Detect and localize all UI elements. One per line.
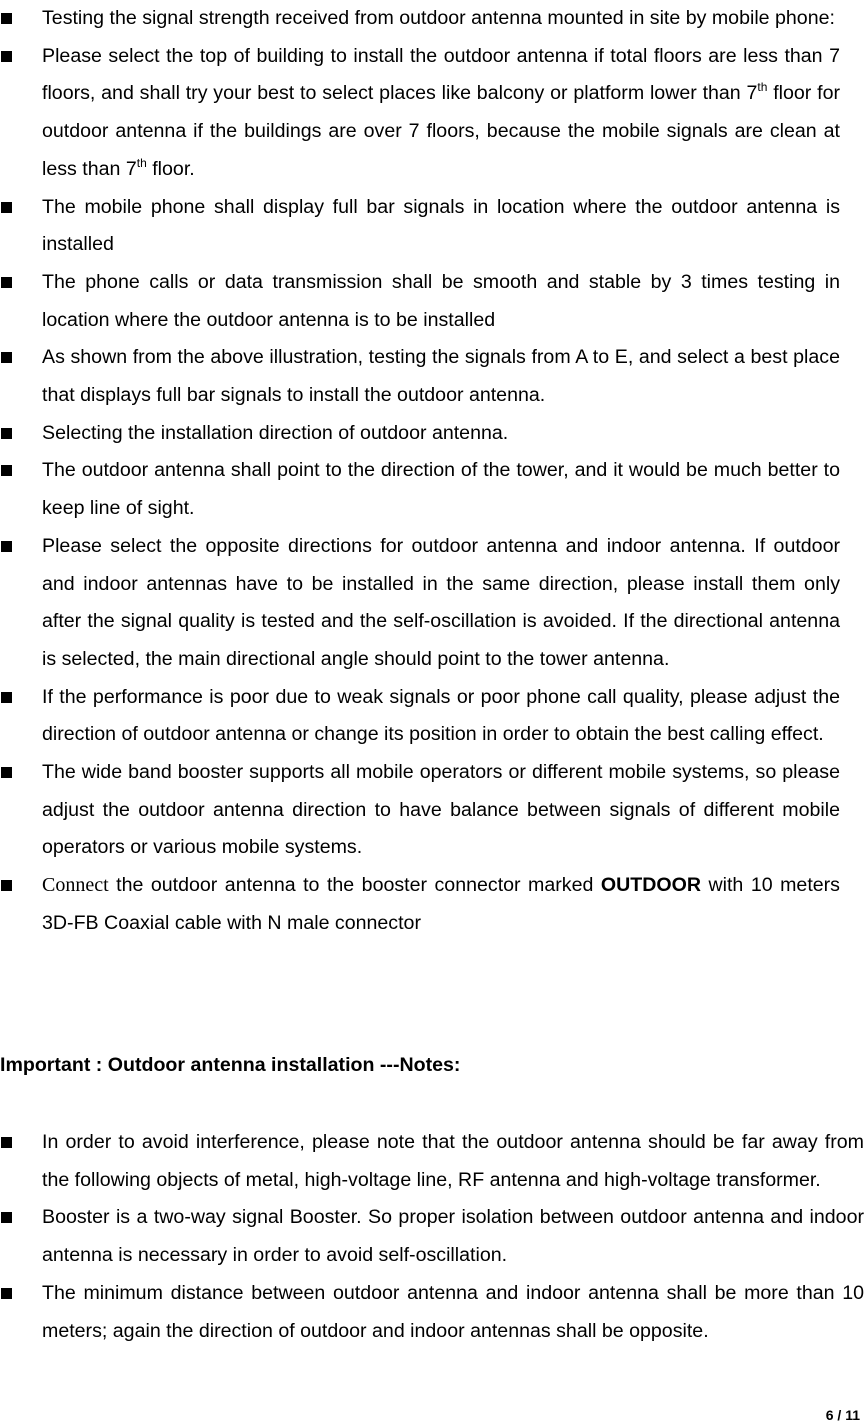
square-bullet-icon: [1, 767, 12, 778]
item-text: The outdoor antenna shall point to the direction of the tower, and it would be much better to keep line of sight.: [42, 459, 840, 520]
list-item: [0, 38, 840, 189]
square-bullet-icon: [1, 277, 12, 288]
item-text: Selecting the installation direction of outdoor antenna.: [42, 421, 509, 444]
square-bullet-icon: [1, 541, 12, 552]
square-bullet-icon: [1, 880, 12, 891]
square-bullet-icon: [1, 692, 12, 703]
square-bullet-icon: [1, 1212, 12, 1223]
item-text: floor for outdoor antenna if the buildings are over 7 floors, because the mobile signals are clean at less than 7: [42, 82, 841, 180]
item-text: The wide band booster supports all mobile operators or different mobile systems, so please adjust the outdoor antenna direction to have balance between signals of different mobile operators or various mobile systems.: [42, 761, 840, 859]
square-bullet-icon: [1, 352, 12, 363]
list-item: [0, 679, 840, 754]
item-text: Please select the top of building to install the outdoor antenna if total floors are less than 7 floors, and shall try your best to select places like balcony or platform lower than 7: [42, 44, 840, 105]
item-text: If the performance is poor due to weak signals or poor phone call quality, please adjust the direction of outdoor antenna or change its position in order to obtain the best calling effect.: [42, 685, 840, 746]
square-bullet-icon: [1, 465, 12, 476]
outdoor-connector-label: OUTDOOR: [600, 874, 701, 897]
item-text-connect: Connect: [42, 874, 109, 897]
list-item: [0, 528, 840, 679]
superscript: th: [136, 155, 147, 170]
square-bullet-icon: [1, 428, 12, 439]
square-bullet-icon: [1, 13, 12, 24]
list-item: [0, 1199, 864, 1274]
page-number: 6 / 11: [825, 1407, 860, 1423]
item-text: As shown from the above illustration, testing the signals from A to E, and select a best place that displays full bar signals to install the outdoor antenna.: [42, 346, 840, 407]
item-text: Booster is a two-way signal Booster. So proper isolation between outdoor antenna and indoor antenna is necessary in order to avoid self-oscillation.: [42, 1206, 864, 1267]
list-item: [0, 754, 840, 867]
item-text: with 10 meters 3D-FB Coaxial cable with N male connector: [42, 874, 840, 934]
list-item: [0, 1275, 864, 1350]
notes-list: [0, 1124, 864, 1350]
list-item: [0, 264, 840, 339]
item-text: Please select the opposite directions for outdoor antenna and indoor antenna. If outdoor and indoor antennas have to be installed in the same direction, please install them only after the signal quality is tested and the self-oscillation is avoided. If the directional antenna is selected, the main directional angle should point to the tower antenna.: [42, 534, 840, 670]
square-bullet-icon: [1, 1288, 12, 1299]
superscript: th: [757, 80, 768, 95]
item-text: In order to avoid interference, please note that the outdoor antenna should be far away from the following objects of metal, high-voltage line, RF antenna and high-voltage transformer.: [42, 1131, 864, 1191]
square-bullet-icon: [1, 1137, 12, 1148]
item-text: The mobile phone shall display full bar signals in location where the outdoor antenna is installed: [42, 195, 840, 256]
list-item: [0, 0, 840, 38]
list-item: [0, 415, 840, 453]
item-text: The minimum distance between outdoor antenna and indoor antenna shall be more than 10 meters; again the direction of outdoor and indoor antennas shall be opposite.: [42, 1281, 864, 1342]
square-bullet-icon: [1, 51, 12, 62]
list-item: [0, 452, 840, 527]
item-text: the outdoor antenna to the booster connector marked: [108, 874, 601, 897]
list-item: [0, 189, 840, 264]
list-item: [0, 1124, 864, 1199]
item-text: Testing the signal strength received from outdoor antenna mounted in site by mobile phone:: [42, 7, 835, 29]
notes-heading: Important : Outdoor antenna installation ---Notes:: [0, 1054, 461, 1076]
item-text: floor.: [146, 157, 195, 180]
list-item: [0, 339, 840, 414]
square-bullet-icon: [1, 202, 12, 213]
list-item: [0, 867, 840, 942]
item-text: The phone calls or data transmission shall be smooth and stable by 3 times testing in location where the outdoor antenna is to be installed: [42, 270, 840, 331]
